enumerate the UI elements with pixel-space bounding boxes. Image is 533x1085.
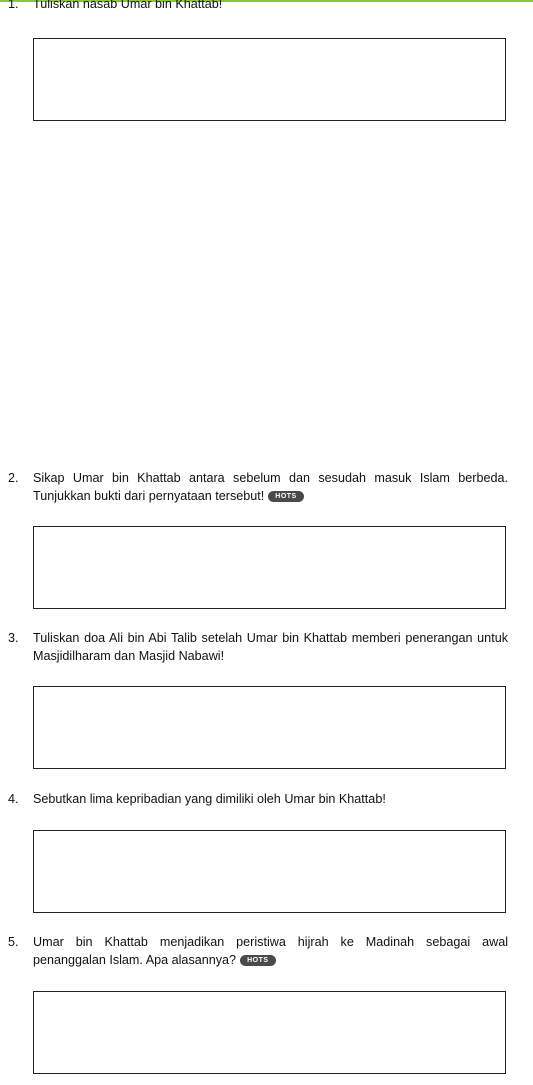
question-4	[8, 790, 508, 808]
hots-badge: HOTS	[268, 491, 303, 502]
answer-box-1[interactable]	[33, 38, 506, 121]
hots-badge: HOTS	[240, 955, 275, 966]
question-3	[8, 629, 508, 665]
answer-box-2[interactable]	[33, 526, 506, 609]
question-text: Sikap Umar bin Khattab antara sebelum dan sesudah masuk Islam berbeda. Tunjukkan bukti dari pernyataan tersebut!	[33, 471, 508, 503]
question-text-wrap	[33, 469, 508, 505]
answer-box-3[interactable]	[33, 686, 506, 769]
question-number: 1.	[8, 0, 19, 11]
question-number: 2.	[8, 471, 19, 485]
question-number: 5.	[8, 935, 19, 949]
question-text: Umar bin Khattab menjadikan peristiwa hijrah ke Madinah sebagai awal penanggalan Islam. Apa alasannya?	[33, 935, 508, 967]
question-text-wrap	[33, 933, 508, 969]
question-2	[8, 469, 508, 505]
question-number: 3.	[8, 631, 19, 645]
question-5	[8, 933, 508, 969]
question-text: Tuliskan doa Ali bin Abi Talib setelah Umar bin Khattab memberi penerangan untuk Masjidilharam dan Masjid Nabawi!	[33, 631, 508, 663]
answer-box-5[interactable]	[33, 991, 506, 1074]
question-text: Tuliskan nasab Umar bin Khattab!	[33, 0, 223, 11]
answer-box-4[interactable]	[33, 830, 506, 913]
question-number: 4.	[8, 792, 19, 806]
question-1	[8, 0, 508, 13]
question-text: Sebutkan lima kepribadian yang dimiliki oleh Umar bin Khattab!	[33, 792, 386, 806]
